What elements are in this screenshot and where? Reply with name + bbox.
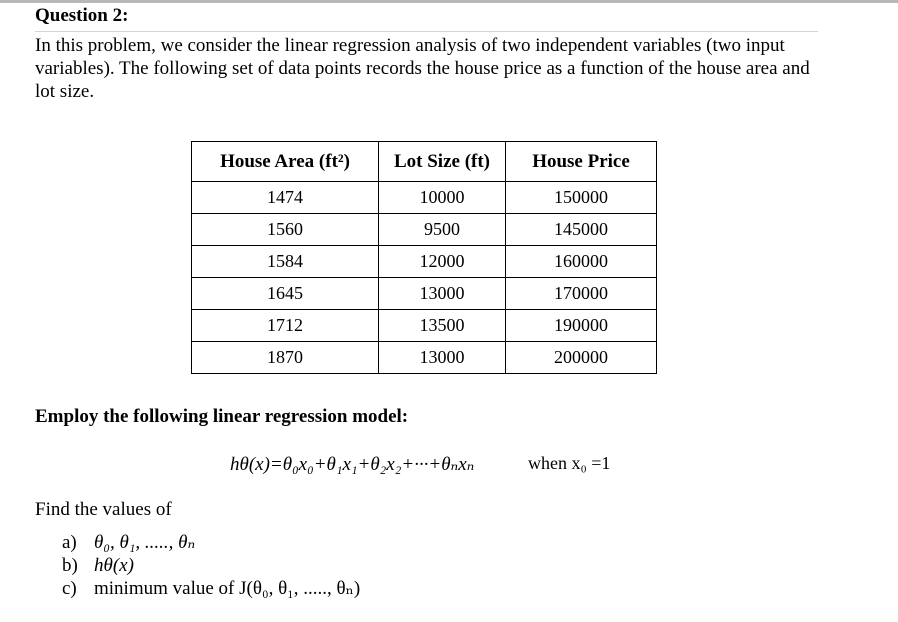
- cell-house-price: 145000: [506, 214, 657, 246]
- table-row: [192, 246, 657, 278]
- header-house-area: House Area (ft²): [192, 142, 379, 182]
- table-header-row: [192, 142, 657, 182]
- cell-house-area: 1474: [192, 182, 379, 214]
- regression-formula: hθ(x)=θ₀x₀+θ₁x₁+θ₂x₂+···+θₙxₙ: [230, 454, 475, 475]
- title-divider: [35, 31, 818, 32]
- formula-condition: when x₀ =1: [528, 453, 611, 473]
- tasks-intro: Find the values of: [35, 499, 172, 520]
- cell-lot-size: 9500: [379, 214, 506, 246]
- task-text: θ₀, θ₁, ....., θₙ: [94, 532, 196, 553]
- cell-house-area: 1560: [192, 214, 379, 246]
- cell-house-price: 200000: [506, 342, 657, 374]
- cell-house-area: 1584: [192, 246, 379, 278]
- task-item-a: [62, 531, 360, 554]
- table-row: [192, 182, 657, 214]
- cell-house-price: 160000: [506, 246, 657, 278]
- table-row: [192, 214, 657, 246]
- cell-house-area: 1645: [192, 278, 379, 310]
- header-lot-size: Lot Size (ft): [379, 142, 506, 182]
- task-text: minimum value of J(θ₀, θ₁, ....., θₙ): [94, 578, 361, 599]
- table-row: [192, 310, 657, 342]
- task-label: c): [62, 578, 77, 599]
- cell-house-area: 1712: [192, 310, 379, 342]
- model-heading: Employ the following linear regression model:: [35, 406, 409, 427]
- task-text: hθ(x): [94, 555, 134, 576]
- task-list: [62, 531, 360, 600]
- task-label: b): [62, 555, 78, 576]
- cell-house-price: 190000: [506, 310, 657, 342]
- question-title: Question 2:: [35, 5, 129, 26]
- task-item-b: [62, 554, 360, 577]
- cell-house-price: 170000: [506, 278, 657, 310]
- table-row: [192, 278, 657, 310]
- cell-lot-size: 13000: [379, 342, 506, 374]
- header-house-price: House Price: [506, 142, 657, 182]
- cell-house-area: 1870: [192, 342, 379, 374]
- cell-lot-size: 12000: [379, 246, 506, 278]
- data-table: [191, 141, 657, 374]
- cell-house-price: 150000: [506, 182, 657, 214]
- task-label: a): [62, 532, 77, 553]
- table-row: [192, 342, 657, 374]
- question-intro: In this problem, we consider the linear regression analysis of two independent variables (two input variables). The following set of data points records the house price as a function of the house area and lot size.: [35, 35, 810, 102]
- task-item-c: [62, 577, 360, 600]
- top-border: [0, 0, 898, 3]
- cell-lot-size: 10000: [379, 182, 506, 214]
- cell-lot-size: 13500: [379, 310, 506, 342]
- cell-lot-size: 13000: [379, 278, 506, 310]
